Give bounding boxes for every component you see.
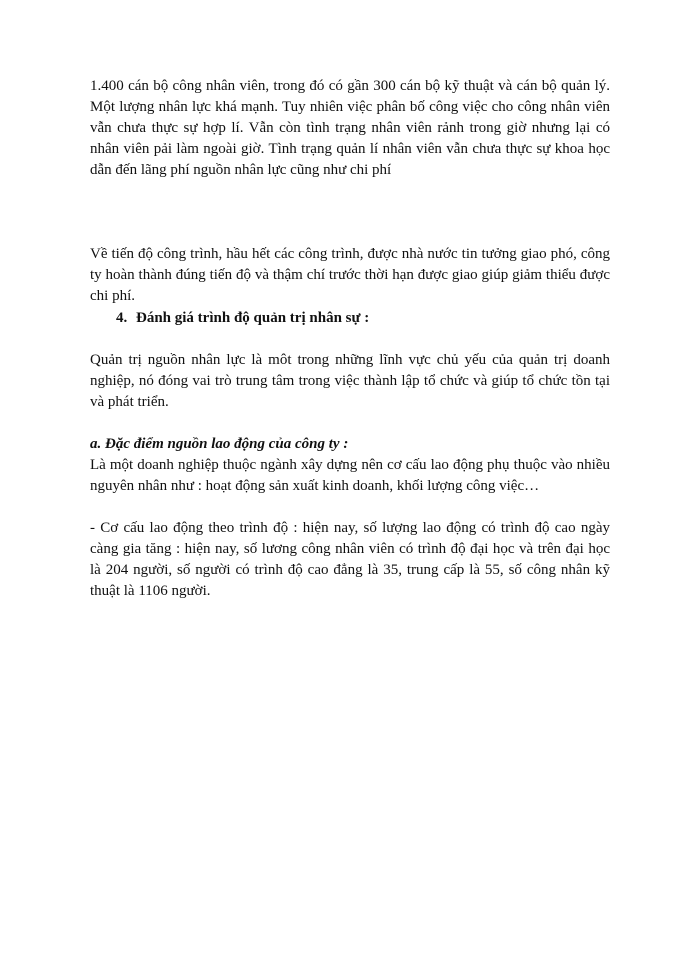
paragraph-text: Về tiến độ công trình, hầu hết các công trình, được nhà nước tin tưởng giao phó, công ty hoàn thành đúng tiến độ và thậm chí trước thời hạn được giao giúp giảm thiểu được chi phí. bbox=[90, 246, 610, 304]
section-heading-4 bbox=[116, 308, 596, 329]
paragraph-staff-overview bbox=[90, 76, 610, 181]
section-title: Đánh giá trình độ quản trị nhân sự : bbox=[136, 310, 370, 326]
paragraph-text: 1.400 cán bộ công nhân viên, trong đó có gần 300 cán bộ kỹ thuật và cán bộ quản lý. Một lượng nhân lực khá mạnh. Tuy nhiên việc phân bố công việc cho công nhân viên vẫn chưa thực sự hợp lí. Vẫn còn tình trạng nhân viên rảnh trong giờ nhưng lại có nhân viên pải làm ngoài giờ. Tình trạng quản lí nhân viên vẫn chưa thực sự khoa học dẫn đến lãng phí nguồn nhân lực cũng như chi phí bbox=[90, 78, 610, 178]
subsection-title: a. Đặc điểm nguồn lao động của công ty : bbox=[90, 436, 349, 452]
paragraph-text: Là một doanh nghiệp thuộc ngành xây dựng nên cơ cấu lao động phụ thuộc vào nhiều nguyên nhân như : hoạt động sản xuất kinh doanh, khối lượng công việc… bbox=[90, 457, 610, 494]
subsection-heading-a bbox=[90, 434, 610, 455]
paragraph-labor-qualification bbox=[90, 518, 610, 602]
paragraph-text: Quản trị nguồn nhân lực là môt trong những lĩnh vực chủ yếu của quản trị doanh nghiệp, nó đóng vai trò trung tâm trong việc thành lập tổ chức và giúp tổ chức tồn tại và phát triển. bbox=[90, 352, 610, 410]
paragraph-construction-progress bbox=[90, 244, 610, 307]
paragraph-hr-management bbox=[90, 350, 610, 413]
paragraph-text: - Cơ cấu lao động theo trình độ : hiện nay, số lượng lao động có trình độ cao ngày càng gia tăng : hiện nay, số lương công nhân viên có trình độ đại học và trên đại học là 204 người, số người có trình độ cao đẳng là 35, trung cấp là 55, số công nhân kỹ thuật là 1106 người. bbox=[90, 520, 610, 599]
paragraph-labor-structure bbox=[90, 455, 610, 497]
section-number: 4. bbox=[116, 310, 128, 326]
